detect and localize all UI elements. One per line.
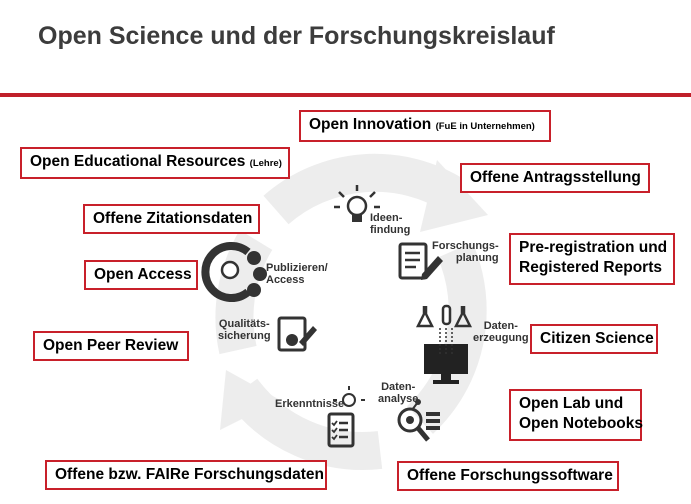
box-citizen-science: Citizen Science [530,324,658,354]
stage-datenerzeugung-label: Daten- erzeugung [473,320,529,344]
stage-qualitaetssicherung-label: Qualitäts- sicherung [218,318,271,342]
box-open-educational-resources: Open Educational Resources (Lehre) [20,147,290,179]
box-open-access: Open Access [84,260,198,290]
stage-erkenntnisse-label: Erkenntnisse [275,398,345,410]
box-open-lab: Open Lab und Open Notebooks [509,389,642,441]
quality-assurance-icon [279,318,317,350]
page-title: Open Science und der Forschungskreislauf [38,22,555,50]
box-pre-registration: Pre-registration und Registered Reports [509,233,675,285]
box-open-innovation: Open Innovation (FuE in Unternehmen) [299,110,551,142]
box-offene-antragsstellung: Offene Antragsstellung [460,163,650,193]
stage-forschungsplanung-label: Forschungs- planung [432,240,499,264]
stage-ideenfindung-label: Ideen- findung [370,212,411,236]
box-faire-forschungsdaten: Offene bzw. FAIRe Forschungsdaten [45,460,327,490]
stage-datenanalyse-label: Daten- analyse [378,381,419,405]
box-offene-forschungssoftware: Offene Forschungssoftware [397,461,619,491]
box-offene-zitationsdaten: Offene Zitationsdaten [83,204,260,234]
box-open-peer-review: Open Peer Review [33,331,189,361]
stage-publizieren-label: Publizieren/ Access [266,262,328,286]
